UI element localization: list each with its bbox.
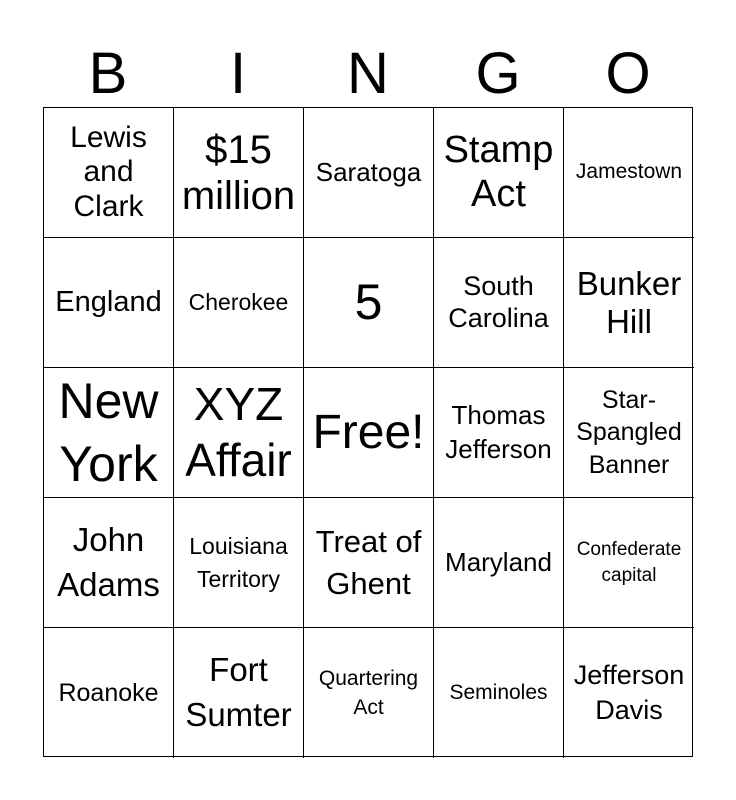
bingo-cell[interactable]: [434, 628, 564, 758]
bingo-cell[interactable]: [304, 498, 434, 628]
cell-label: Jamestown: [575, 160, 683, 184]
header-letter-n: N: [347, 41, 389, 106]
bingo-cell[interactable]: [44, 498, 174, 628]
cell-label: Thomas Jefferson: [445, 399, 552, 464]
cell-label: Star-Spangled Banner: [576, 385, 682, 479]
cell-label: Confederate capital: [576, 538, 682, 586]
cell-label: Bunker Hill: [576, 264, 682, 340]
bingo-cell[interactable]: [564, 238, 694, 368]
cell-label: Treat of Ghent: [315, 523, 422, 601]
bingo-cell[interactable]: [44, 108, 174, 238]
bingo-cell[interactable]: [434, 368, 564, 498]
cell-label: Louisiana Territory: [189, 533, 288, 592]
bingo-cell[interactable]: [434, 498, 564, 628]
bingo-cell[interactable]: [304, 108, 434, 238]
bingo-cell[interactable]: [44, 368, 174, 498]
bingo-cell[interactable]: [564, 368, 694, 498]
bingo-cell[interactable]: [564, 498, 694, 628]
header-letter-i: I: [229, 41, 247, 106]
cell-label: Seminoles: [449, 680, 548, 704]
bingo-cell[interactable]: [174, 108, 304, 238]
cell-label: $15 million: [181, 127, 296, 218]
cell-label: Jefferson Davis: [573, 659, 685, 725]
cell-label: Saratoga: [315, 156, 422, 187]
bingo-board: [43, 107, 693, 757]
header-letter-g: G: [475, 41, 521, 106]
bingo-cell[interactable]: [174, 498, 304, 628]
bingo-cell[interactable]: [434, 108, 564, 238]
bingo-header: [43, 40, 693, 108]
bingo-cell[interactable]: [304, 628, 434, 758]
bingo-cell[interactable]: [304, 238, 434, 368]
bingo-cell[interactable]: [44, 628, 174, 758]
bingo-cell[interactable]: [174, 368, 304, 498]
cell-label: Fort Sumter: [185, 651, 292, 733]
cell-label: England: [55, 285, 162, 318]
cell-label: 5: [354, 273, 383, 330]
cell-label: Cherokee: [188, 289, 289, 316]
cell-label: Stamp Act: [443, 128, 554, 215]
bingo-cell[interactable]: [174, 238, 304, 368]
cell-label: Free!: [312, 405, 425, 459]
cell-label: South Carolina: [448, 271, 549, 333]
header-letter-b: B: [88, 41, 128, 106]
bingo-cell[interactable]: [174, 628, 304, 758]
bingo-cell[interactable]: [434, 238, 564, 368]
cell-label: Lewis and Clark: [70, 120, 147, 223]
cell-label: Quartering Act: [318, 666, 419, 719]
cell-label: Maryland: [445, 546, 552, 577]
bingo-cell[interactable]: [564, 628, 694, 758]
bingo-cell[interactable]: [564, 108, 694, 238]
free-space-cell[interactable]: [304, 368, 434, 498]
header-letter-o: O: [605, 41, 651, 106]
cell-label: New York: [58, 373, 159, 492]
cell-label: Roanoke: [58, 678, 159, 707]
bingo-cell[interactable]: [44, 238, 174, 368]
cell-label: XYZ Affair: [185, 378, 292, 486]
cell-label: John Adams: [57, 520, 160, 603]
